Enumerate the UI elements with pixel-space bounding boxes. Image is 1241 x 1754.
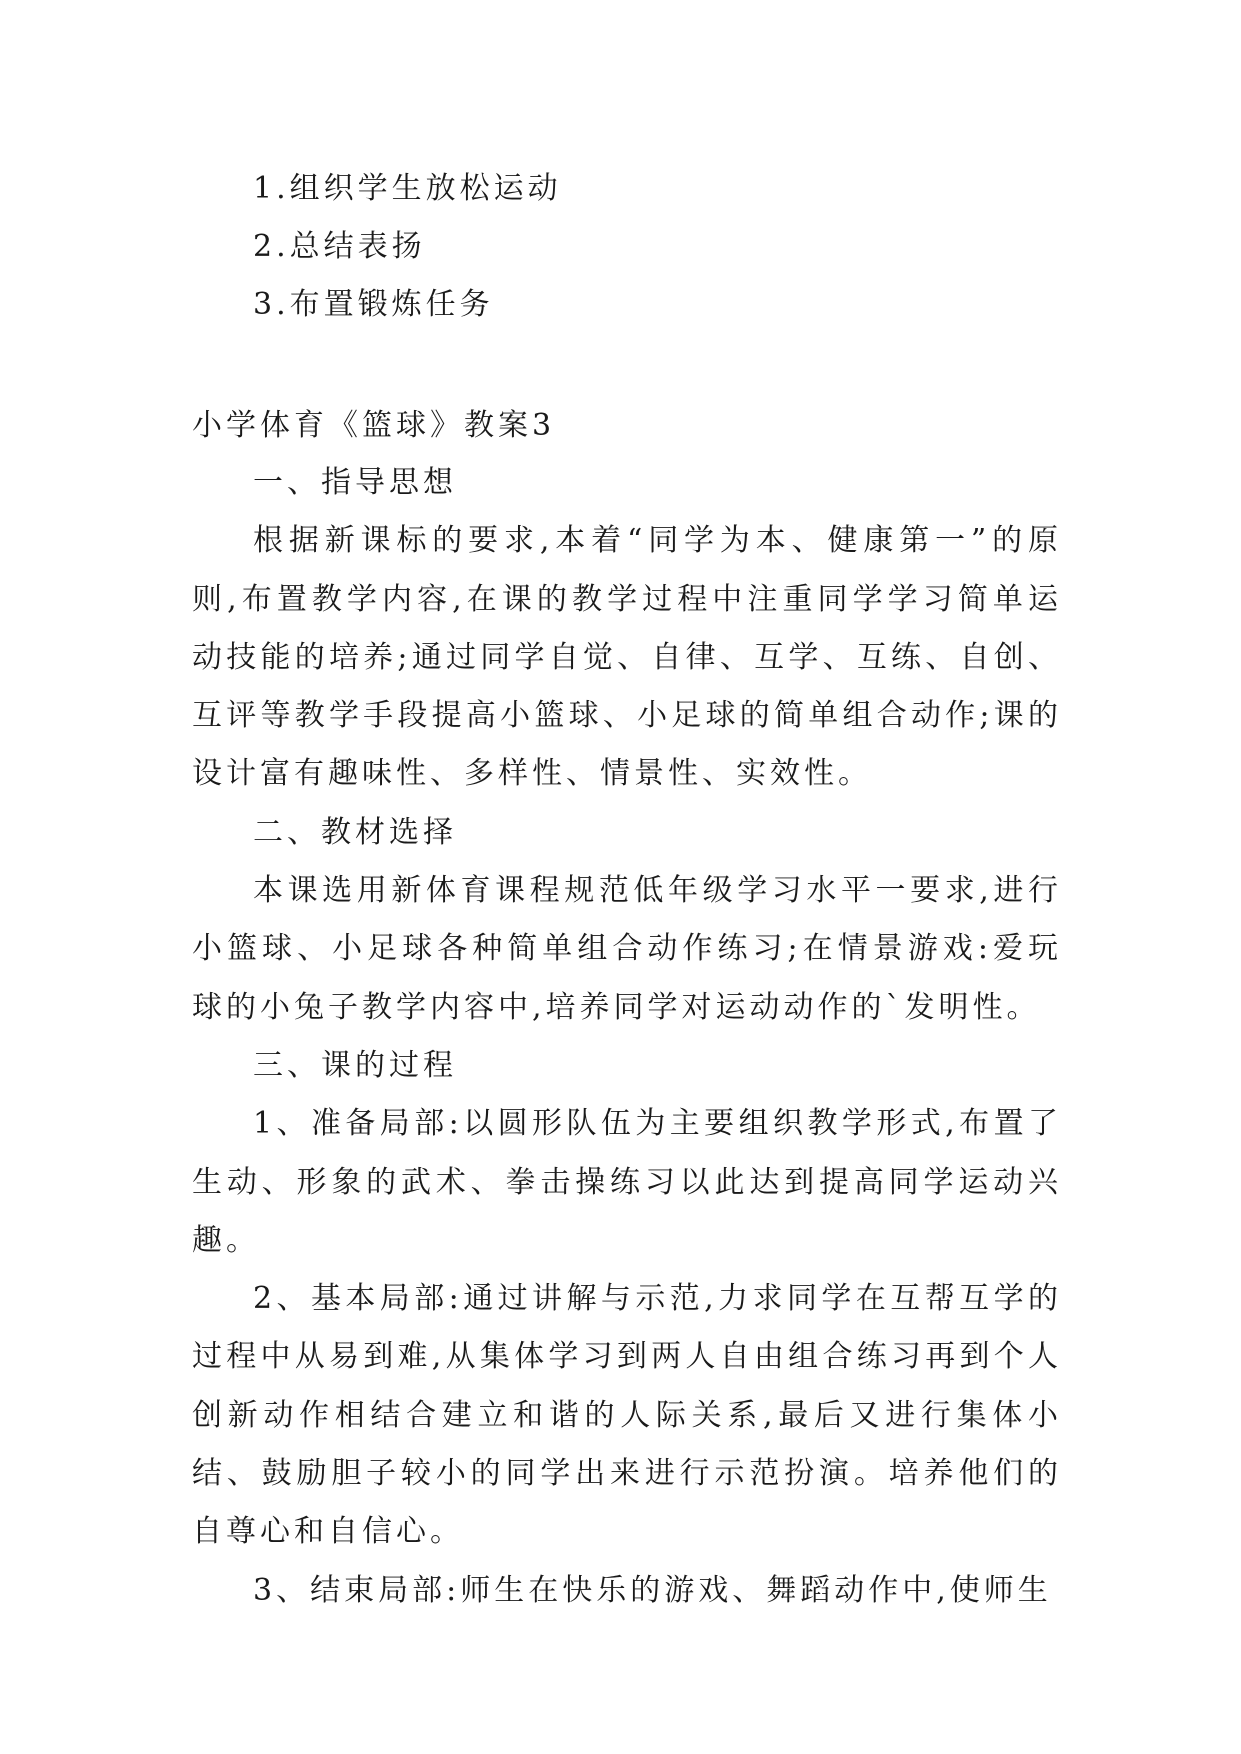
heading-lesson-process: 三、课的过程 [253, 1047, 457, 1083]
heading-guiding-ideology: 一、指导思想 [253, 465, 457, 500]
paragraph-material-selection: 本课选用新体育课程规范低年级学习水平一要求,进行小篮球、小足球各种简单组合动作练习;在情景游戏:爱玩球的小兔子教学内容中,培养同学对运动动作的`发明性。 [192, 873, 1062, 1025]
heading-material-selection: 二、教材选择 [253, 814, 457, 850]
paragraph-preparation-part: 1、准备局部:以圆形队伍为主要组织教学形式,布置了生动、形象的武术、拳击操练习以此达到提高同学运动兴趣。 [192, 1106, 1062, 1258]
paragraph-basic-part: 2、基本局部:通过讲解与示范,力求同学在互帮互学的过程中从易到难,从集体学习到两人自由组合练习再到个人创新动作相结合建立和谐的人际关系,最后又进行集体小结、鼓励胆子较小的同学出来进行示范扮演。培养他们的自尊心和自信心。 [192, 1281, 1062, 1550]
closing-steps-list [253, 160, 1053, 334]
list-item: 2.总结表扬 [253, 229, 426, 264]
paragraph-ending-part: 3、结束局部:师生在快乐的游戏、舞蹈动作中,使师生 [253, 1572, 1052, 1608]
list-item: 3.布置锻炼任务 [253, 287, 494, 322]
list-item: 1.组织学生放松运动 [253, 171, 562, 206]
lesson-plan-section [192, 398, 1062, 1620]
paragraph-guiding-ideology: 根据新课标的要求,本着“同学为本、健康第一”的原则,布置教学内容,在课的教学过程中注重同学学习简单运动技能的培养;通过同学自觉、自律、互学、互练、自创、互评等教学手段提高小篮球、小足球的简单组合动作;课的设计富有趣味性、多样性、情景性、实效性。 [192, 523, 1062, 792]
section-title: 小学体育《篮球》教案3 [192, 408, 556, 443]
